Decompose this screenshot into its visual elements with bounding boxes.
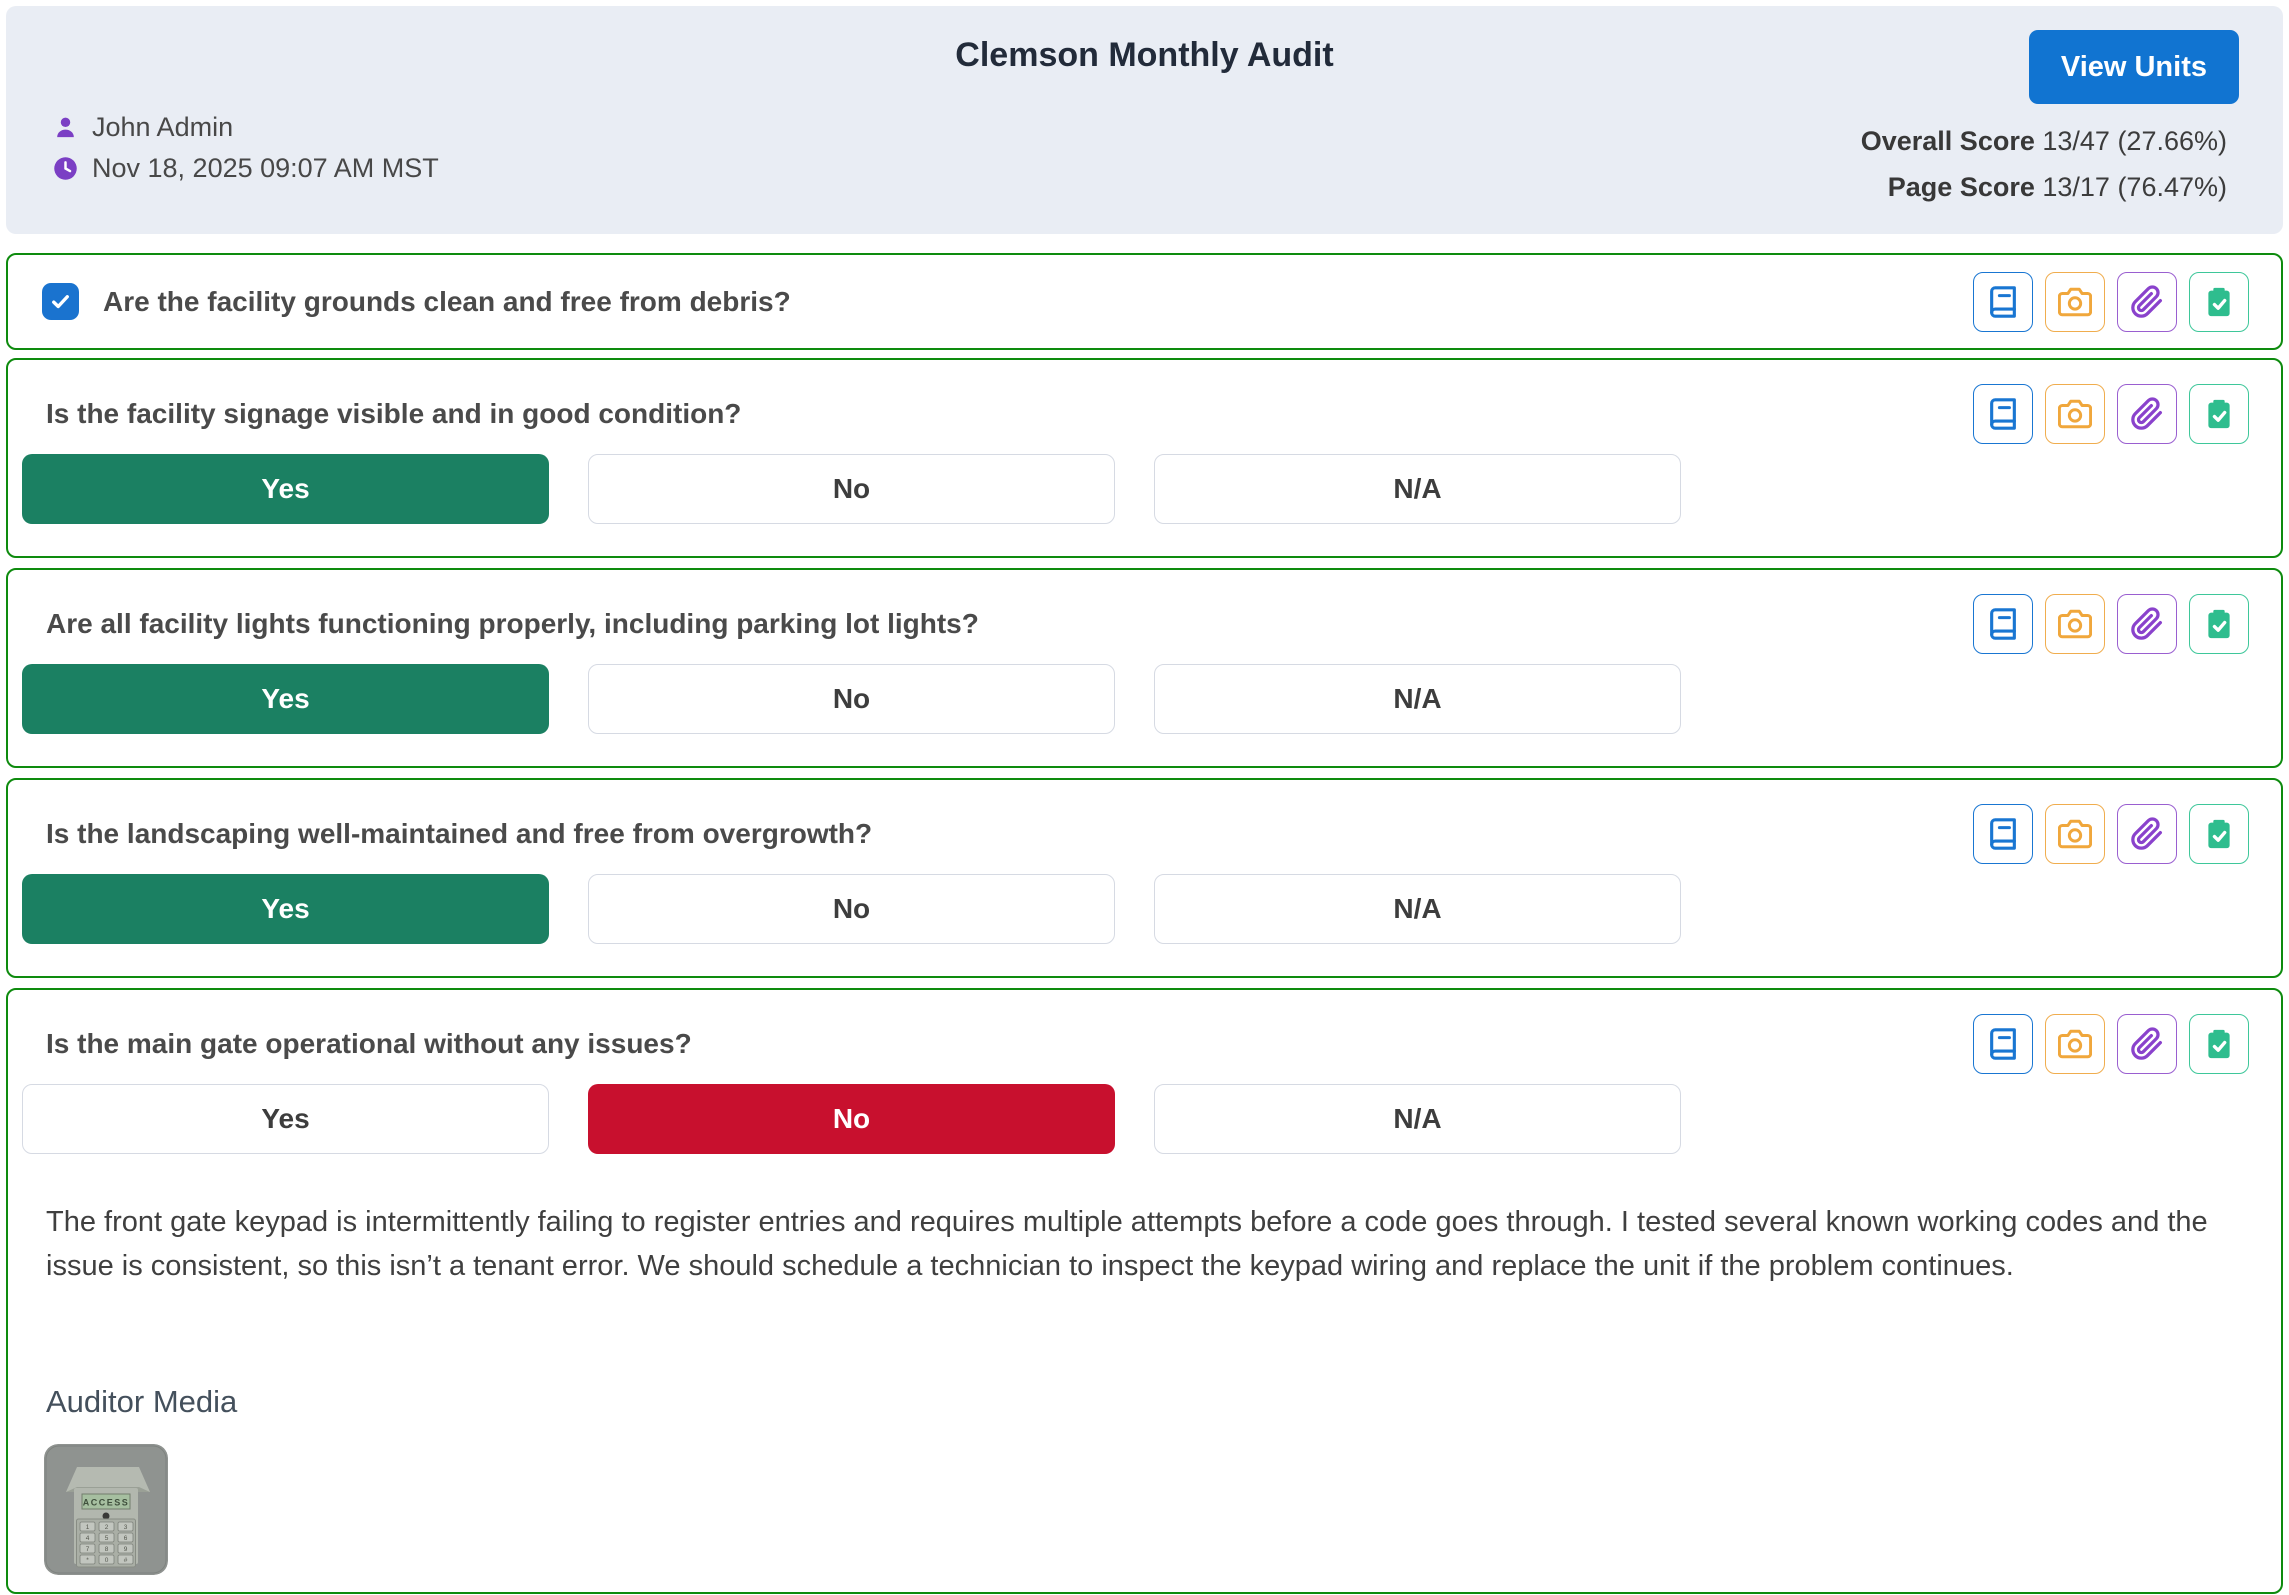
person-icon bbox=[52, 114, 79, 141]
camera-icon bbox=[2058, 285, 2092, 319]
question-card bbox=[6, 988, 2283, 1594]
svg-text:2: 2 bbox=[104, 1524, 109, 1531]
auditor-media-label: Auditor Media bbox=[46, 1384, 238, 1419]
svg-text:1: 1 bbox=[85, 1524, 90, 1531]
svg-text:3: 3 bbox=[123, 1524, 128, 1531]
book-icon bbox=[1986, 285, 2020, 319]
check-icon bbox=[48, 289, 73, 314]
journal-button[interactable] bbox=[1973, 1014, 2033, 1074]
question-checkbox[interactable] bbox=[42, 283, 79, 320]
question-text: Is the landscaping well-maintained and free from overgrowth? bbox=[46, 818, 873, 849]
answer-options bbox=[22, 454, 2281, 524]
auditor-info bbox=[52, 112, 439, 184]
book-icon bbox=[1986, 607, 2020, 641]
journal-button[interactable] bbox=[1973, 384, 2033, 444]
clipboard-check-icon bbox=[2202, 607, 2236, 641]
question-card bbox=[6, 778, 2283, 978]
attachment-button[interactable] bbox=[2117, 1014, 2177, 1074]
svg-text:4: 4 bbox=[85, 1535, 90, 1542]
svg-text:9: 9 bbox=[123, 1546, 128, 1553]
camera-icon bbox=[2058, 1027, 2092, 1061]
question-card bbox=[6, 568, 2283, 768]
checklist-button[interactable] bbox=[2189, 384, 2249, 444]
svg-text:8: 8 bbox=[104, 1546, 109, 1553]
question-actions bbox=[1973, 272, 2249, 332]
attachment-button[interactable] bbox=[2117, 272, 2177, 332]
photo-button[interactable] bbox=[2045, 384, 2105, 444]
svg-text:7: 7 bbox=[85, 1546, 90, 1553]
journal-button[interactable] bbox=[1973, 804, 2033, 864]
camera-icon bbox=[2058, 607, 2092, 641]
svg-text:0: 0 bbox=[104, 1557, 109, 1564]
question-text: Is the facility signage visible and in good condition? bbox=[46, 398, 742, 429]
attachment-button[interactable] bbox=[2117, 594, 2177, 654]
question-card bbox=[6, 358, 2283, 558]
book-icon bbox=[1986, 397, 2020, 431]
clipboard-check-icon bbox=[2202, 397, 2236, 431]
checklist-button[interactable] bbox=[2189, 272, 2249, 332]
svg-text:5: 5 bbox=[104, 1535, 109, 1542]
question-text: Are the facility grounds clean and free from debris? bbox=[103, 285, 791, 317]
svg-text:*: * bbox=[86, 1557, 89, 1564]
option-no[interactable]: No bbox=[588, 1084, 1115, 1154]
auditor-media-thumbnail[interactable] bbox=[44, 1444, 168, 1575]
paperclip-icon bbox=[2130, 1027, 2164, 1061]
attachment-button[interactable] bbox=[2117, 384, 2177, 444]
option-yes[interactable]: Yes bbox=[22, 664, 549, 734]
page-score-value: 13/17 (76.47%) bbox=[2042, 172, 2227, 202]
overall-score-value: 13/47 (27.66%) bbox=[2042, 126, 2227, 156]
clock-icon bbox=[52, 155, 79, 182]
camera-icon bbox=[2058, 397, 2092, 431]
clipboard-check-icon bbox=[2202, 285, 2236, 319]
option-yes[interactable]: Yes bbox=[22, 454, 549, 524]
question-actions bbox=[1973, 384, 2249, 444]
page-title: Clemson Monthly Audit bbox=[955, 36, 1334, 74]
option-yes[interactable]: Yes bbox=[22, 1084, 549, 1154]
view-units-button[interactable]: View Units bbox=[2029, 30, 2239, 104]
journal-button[interactable] bbox=[1973, 272, 2033, 332]
journal-button[interactable] bbox=[1973, 594, 2033, 654]
audit-timestamp: Nov 18, 2025 09:07 AM MST bbox=[92, 153, 439, 183]
photo-button[interactable] bbox=[2045, 1014, 2105, 1074]
question-card bbox=[6, 253, 2283, 350]
clipboard-check-icon bbox=[2202, 817, 2236, 851]
checklist-button[interactable] bbox=[2189, 804, 2249, 864]
overall-score bbox=[1861, 118, 2227, 164]
page-score-label: Page Score bbox=[1887, 172, 2035, 202]
audit-timestamp-row bbox=[52, 153, 439, 184]
keypad-label: ACCESS bbox=[82, 1497, 130, 1508]
option-na[interactable]: N/A bbox=[1154, 874, 1681, 944]
answer-options bbox=[22, 664, 2281, 734]
option-no[interactable]: No bbox=[588, 454, 1115, 524]
book-icon bbox=[1986, 1027, 2020, 1061]
question-row bbox=[42, 283, 791, 320]
score-summary bbox=[1861, 118, 2227, 210]
paperclip-icon bbox=[2130, 817, 2164, 851]
photo-button[interactable] bbox=[2045, 272, 2105, 332]
svg-text:#: # bbox=[123, 1557, 128, 1564]
svg-text:6: 6 bbox=[123, 1535, 128, 1542]
overall-score-label: Overall Score bbox=[1860, 126, 2035, 156]
question-actions bbox=[1973, 594, 2249, 654]
question-text: Is the main gate operational without any issues? bbox=[46, 1028, 692, 1059]
option-no[interactable]: No bbox=[588, 664, 1115, 734]
clipboard-check-icon bbox=[2202, 1027, 2236, 1061]
book-icon bbox=[1986, 817, 2020, 851]
audit-header bbox=[6, 6, 2283, 234]
option-na[interactable]: N/A bbox=[1154, 664, 1681, 734]
option-yes[interactable]: Yes bbox=[22, 874, 549, 944]
question-text: Are all facility lights functioning properly, including parking lot lights? bbox=[46, 608, 979, 639]
auditor-name-row bbox=[52, 112, 439, 143]
answer-options bbox=[22, 874, 2281, 944]
keypad-photo bbox=[44, 1444, 168, 1575]
page-score bbox=[1861, 164, 2227, 210]
answer-options bbox=[22, 1084, 2281, 1154]
paperclip-icon bbox=[2130, 397, 2164, 431]
auditor-comment: The front gate keypad is intermittently failing to register entries and requires multiple attempts before a code goes through. I tested several known working codes and the issue is consistent, so this isn’t a tenant error. We should schedule a technician to inspect the keypad wiring and replace the unit if the problem continues. bbox=[46, 1206, 2208, 1282]
checklist-button[interactable] bbox=[2189, 1014, 2249, 1074]
question-actions bbox=[1973, 1014, 2249, 1074]
option-na[interactable]: N/A bbox=[1154, 454, 1681, 524]
camera-icon bbox=[2058, 817, 2092, 851]
checklist-button[interactable] bbox=[2189, 594, 2249, 654]
question-actions bbox=[1973, 804, 2249, 864]
attachment-button[interactable] bbox=[2117, 804, 2177, 864]
photo-button[interactable] bbox=[2045, 804, 2105, 864]
option-no[interactable]: No bbox=[588, 874, 1115, 944]
paperclip-icon bbox=[2130, 285, 2164, 319]
option-na[interactable]: N/A bbox=[1154, 1084, 1681, 1154]
paperclip-icon bbox=[2130, 607, 2164, 641]
auditor-name: John Admin bbox=[92, 112, 234, 142]
photo-button[interactable] bbox=[2045, 594, 2105, 654]
